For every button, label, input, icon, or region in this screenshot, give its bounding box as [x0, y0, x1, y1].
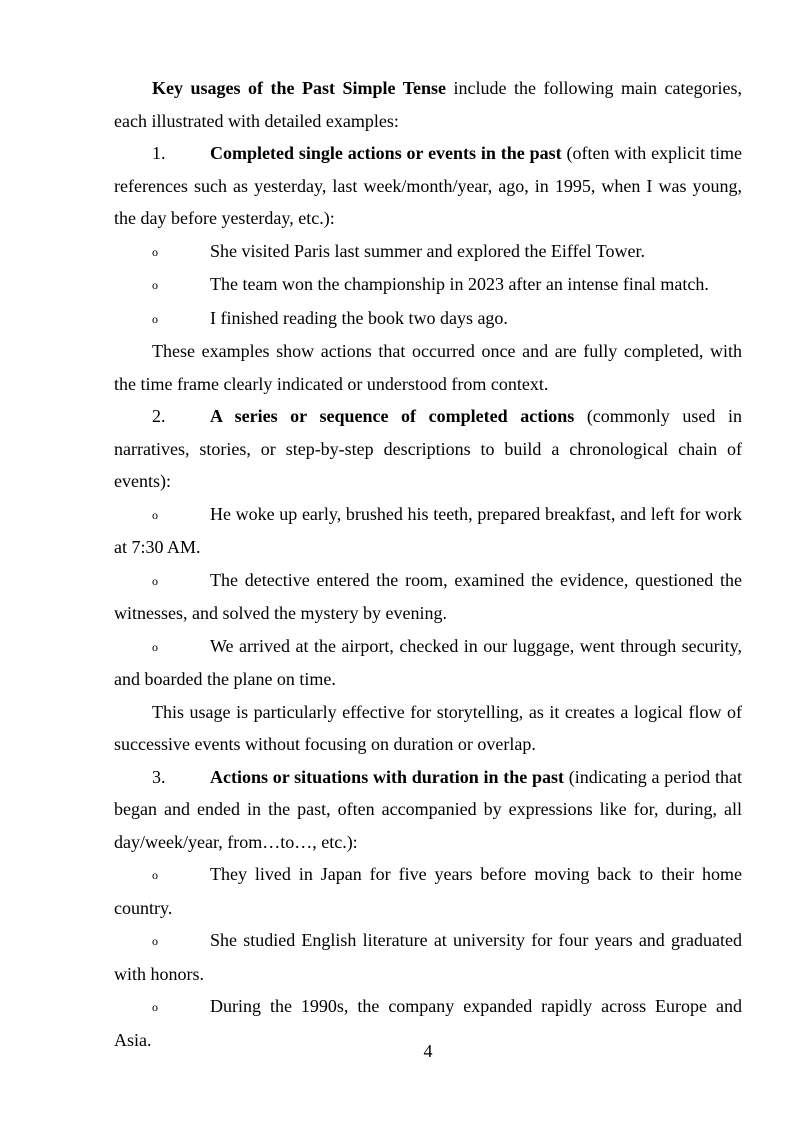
document-page [114, 72, 742, 1056]
section-heading-3 [114, 761, 742, 859]
example-text: I finished reading the book two days ago. [210, 307, 508, 328]
example-text: They lived in Japan for five years before moving back to their home country. [114, 864, 742, 918]
example-item [114, 858, 742, 924]
section-number: 2. [152, 406, 166, 426]
example-item [114, 302, 742, 336]
bullet-marker: o [152, 573, 158, 588]
intro-paragraph [114, 72, 742, 137]
section-title: Completed single actions or events in the past [210, 143, 562, 163]
bullet-marker: o [152, 244, 158, 259]
example-item [114, 235, 742, 269]
section-number: 3. [152, 766, 166, 787]
section-title: Actions or situations with duration in the past [210, 766, 565, 787]
example-text: The detective entered the room, examined the evidence, questioned the witnesses, and solved the mystery by evening. [114, 569, 742, 623]
example-text: The team won the championship in 2023 after an intense final match. [210, 274, 709, 294]
bullet-marker: o [152, 1000, 158, 1014]
section-note-2: This usage is particularly effective for storytelling, as it creates a logical flow of successive events without focusing on duration or overlap. [114, 701, 742, 754]
section-number: 1. [152, 143, 166, 163]
example-text: He woke up early, brushed his teeth, prepared breakfast, and left for work at 7:30 AM. [114, 503, 742, 557]
section-description: (indicating a period that began and ended in the past, often accompanied by expressions like for, during, all day/week/year, from…to…, etc.): [114, 766, 742, 852]
bullet-marker: o [152, 507, 158, 522]
section-note-1: These examples show actions that occurred once and are fully completed, with the time frame clearly indicated or understood from context. [114, 341, 742, 394]
section-description: (commonly used in narratives, stories, or step-by-step descriptions to build a chronological chain of events): [114, 406, 742, 491]
intro-text: include the following main categories, each illustrated with detailed examples: [114, 78, 742, 131]
example-text: We arrived at the airport, checked in our luggage, went through security, and boarded the plane on time. [114, 635, 742, 689]
page-number: 4 [423, 1041, 433, 1061]
section-heading-2 [114, 400, 742, 498]
bullet-marker: o [152, 868, 158, 882]
section-heading-1 [114, 137, 742, 235]
bullet-marker: o [152, 934, 158, 948]
intro-bold-title: Key usages of the Past Simple Tense [152, 78, 447, 98]
example-item [114, 268, 742, 302]
bullet-marker: o [152, 311, 158, 326]
example-text: During the 1990s, the company expanded rapidly across Europe and Asia. [114, 996, 742, 1050]
section-description: (often with explicit time references such as yesterday, last week/month/year, ago, in 1995, when I was young, the day before yesterday, etc.): [114, 143, 742, 228]
example-item [114, 498, 742, 564]
example-text: She visited Paris last summer and explored the Eiffel Tower. [210, 240, 645, 261]
example-item [114, 630, 742, 696]
bullet-marker: o [152, 639, 158, 654]
example-text: She studied English literature at university for four years and graduated with honors. [114, 930, 742, 984]
section-title: A series or sequence of completed actions [210, 406, 575, 426]
example-item [114, 924, 742, 990]
bullet-marker: o [152, 278, 158, 292]
example-item [114, 564, 742, 630]
